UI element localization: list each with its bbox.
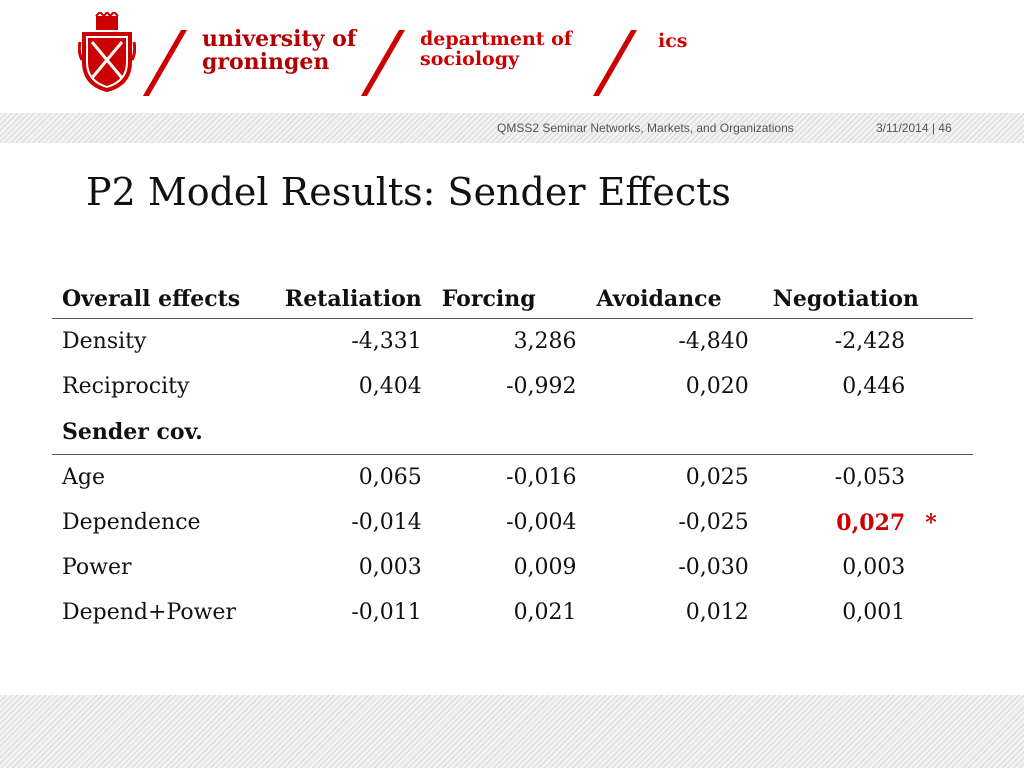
significance-marker — [915, 545, 973, 590]
table-cell: -0,992 — [506, 374, 577, 399]
divider-slash — [593, 30, 637, 96]
row-label: Dependence — [62, 510, 201, 535]
course-title: QMSS2 Seminar Networks, Markets, and Organizations — [497, 121, 794, 135]
table-row — [52, 500, 973, 545]
table-cell: 0,003 — [842, 555, 906, 580]
table-header-row — [52, 280, 973, 319]
table-cell: 0,025 — [685, 465, 749, 490]
table-cell: -0,014 — [351, 510, 422, 535]
table-cell: -0,053 — [834, 465, 906, 490]
table-cell: -0,030 — [678, 555, 749, 580]
table-cell: 0,001 — [842, 600, 906, 625]
row-label: Power — [62, 555, 132, 580]
column-header: Retaliation — [275, 280, 432, 319]
table-cell: 3,286 — [513, 329, 577, 354]
results-table — [52, 280, 973, 635]
table-cell: 0,003 — [358, 555, 422, 580]
table-cell: 0,012 — [685, 600, 749, 625]
university-crest-icon — [78, 12, 136, 92]
table-row — [52, 455, 973, 501]
table-cell: -0,016 — [506, 465, 577, 490]
table-row — [52, 364, 973, 409]
university-name: university of groningen — [202, 26, 357, 76]
section-header-row — [52, 409, 973, 455]
table-cell: 0,021 — [513, 600, 577, 625]
significance-marker — [915, 590, 973, 635]
significance-marker — [915, 455, 973, 501]
table-cell: 0,009 — [513, 555, 577, 580]
department-name: department of sociology — [420, 28, 572, 70]
table-cell: 0,065 — [358, 465, 422, 490]
table-row — [52, 590, 973, 635]
column-header: Avoidance — [587, 280, 759, 319]
row-label: Depend+Power — [62, 600, 236, 625]
institute-name: ics — [658, 30, 688, 52]
table-cell: -4,840 — [678, 329, 749, 354]
table-cell: 0,020 — [685, 374, 749, 399]
table-cell: -0,011 — [351, 600, 422, 625]
date-page-number: 3/11/2014 | 46 — [876, 121, 952, 135]
significant-cell: 0,027 — [836, 509, 906, 536]
table-cell: -2,428 — [834, 329, 906, 354]
column-header: Forcing — [432, 280, 587, 319]
table-cell: -0,004 — [506, 510, 577, 535]
significance-marker: * — [925, 509, 937, 536]
slide-title: P2 Model Results: Sender Effects — [86, 170, 731, 214]
table-row — [52, 545, 973, 590]
table-row — [52, 319, 973, 365]
slide-header — [0, 0, 1024, 112]
table-cell: 0,404 — [358, 374, 422, 399]
section-label: Sender cov. — [52, 409, 973, 455]
footer-band — [0, 695, 1024, 768]
table-cell: 0,446 — [842, 374, 906, 399]
table-cell: -4,331 — [351, 329, 422, 354]
row-label: Age — [62, 465, 105, 490]
table-cell: -0,025 — [678, 510, 749, 535]
row-label: Density — [62, 329, 147, 354]
column-header: Negotiation — [759, 280, 973, 319]
divider-slash — [361, 30, 405, 96]
row-label: Reciprocity — [62, 374, 190, 399]
column-header: Overall effects — [52, 280, 275, 319]
divider-slash — [143, 30, 187, 96]
